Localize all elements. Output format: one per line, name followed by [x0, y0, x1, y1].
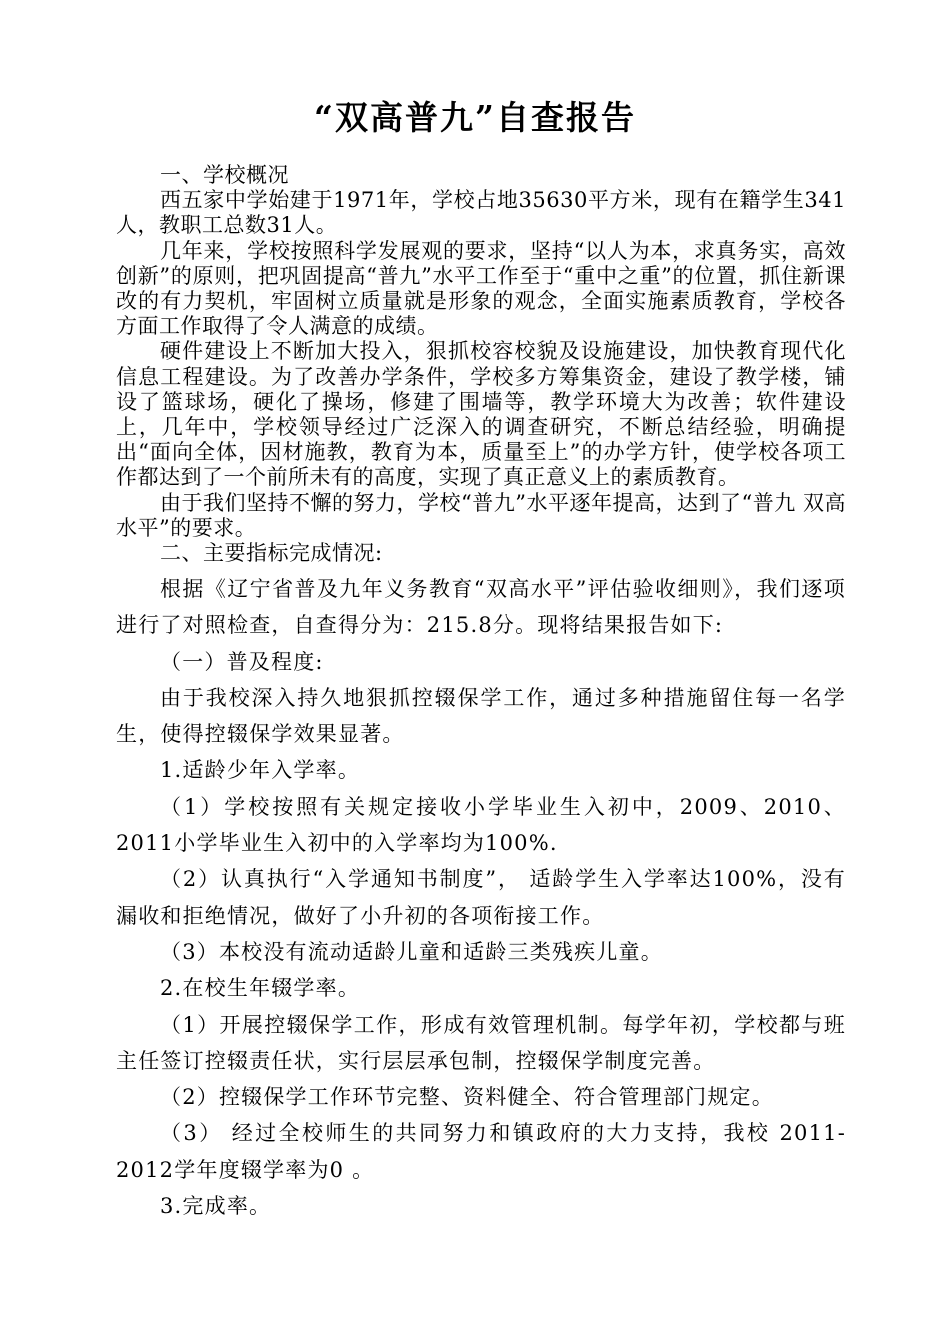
paragraph: 硬件建设上不断加大投入，狠抓校容校貌及设施建设，加快教育现代化信息工程建设。为了改善办学条件，学校多方筹集资金，建设了教学楼，铺设了篮球场，硬化了操场，修建了围墙等，教学环境大为改善；软件建设上，几年中，学校领导经过广泛深入的调查研究，不断总结经验，明确提出“面向全体，因材施教，教育为本，质量至上”的办学方针，使学校各项工作都达到了一个前所未有的高度，实现了真正意义上的素质教育。	[116, 339, 846, 490]
indicators-section	[116, 571, 846, 1224]
section-heading: 二、主要指标完成情况:	[160, 541, 383, 566]
item-heading: 3.完成率。	[160, 1194, 272, 1219]
paragraph: 由于我校深入持久地狠抓控辍保学工作，通过多种措施留住每一名学生，使得控辍保学效果显著。	[116, 685, 846, 747]
document-title: “双高普九”自查报告	[314, 98, 636, 137]
paragraph: 根据《辽宁省普及九年义务教育“双高水平”评估验收细则》，我们逐项进行了对照检查，自查得分为：215.8分。现将结果报告如下:	[116, 577, 846, 638]
paragraph: 几年来，学校按照科学发展观的要求，坚持“以人为本，求真务实，高效创新”的原则，把巩固提高“普九”水平工作至于“重中之重”的位置，抓住新课改的有力契机，牢固树立质量就是形象的观念，全面实施素质教育，学校各方面工作取得了令人满意的成绩。	[116, 238, 846, 339]
subsection-heading: （一）普及程度:	[160, 649, 324, 674]
paragraph: 由于我们坚持不懈的努力，学校“普九”水平逐年提高，达到了“普九 双高水平”的要求。	[116, 490, 846, 540]
section-heading: 一、学校概况	[160, 163, 289, 187]
paragraph: 西五家中学始建于1971年，学校占地35630平方米，现有在籍学生341人，教职工总数31人。	[116, 188, 846, 238]
list-item: （2）认真执行“入学通知书制度”， 适龄学生入学率达100%，没有漏收和拒绝情况，做好了小升初的各项衔接工作。	[116, 867, 846, 928]
list-item: （1）开展控辍保学工作，形成有效管理机制。每学年初，学校都与班主任签订控辍责任状，实行层层承包制，控辍保学制度完善。	[116, 1012, 846, 1073]
list-item: （1）学校按照有关规定接收小学毕业生入初中，2009、2010、2011小学毕业生入初中的入学率均为100%.	[116, 794, 846, 856]
list-item: （3） 经过全校师生的共同努力和镇政府的大力支持，我校 2011-2012学年度辍学率为0 。	[116, 1121, 846, 1182]
school-overview-section	[116, 163, 846, 566]
list-item: （2）控辍保学工作环节完整、资料健全、符合管理部门规定。	[160, 1085, 774, 1110]
item-heading: 2.在校生年辍学率。	[160, 976, 361, 1001]
item-heading: 1.适龄少年入学率。	[160, 758, 361, 783]
list-item: （3）本校没有流动适龄儿童和适龄三类残疾儿童。	[160, 939, 663, 964]
